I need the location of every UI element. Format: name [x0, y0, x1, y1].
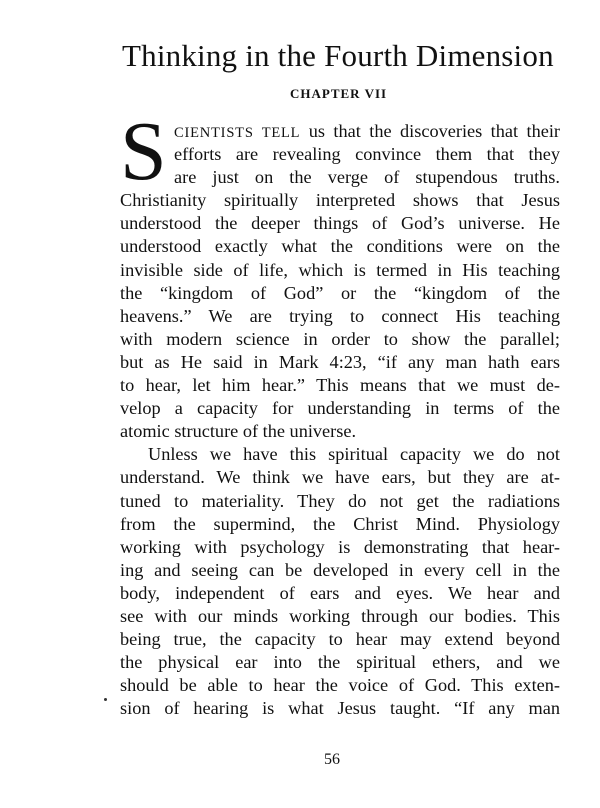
- page-number: 56: [324, 751, 340, 768]
- text-line: ing and seeing can be developed in every cell in the: [120, 559, 560, 580]
- lead-smallcaps: CIENTISTS TELL: [174, 125, 301, 141]
- page-title: Thinking in the Fourth Dimension: [122, 38, 554, 73]
- text-line: velop a capacity for understanding in terms of the: [120, 398, 560, 419]
- text-line: understood exactly what the conditions were on the: [120, 236, 560, 257]
- text-line: with modern science in order to show the parallel;: [120, 328, 560, 349]
- text-line: atomic structure of the universe.: [120, 421, 357, 442]
- text-line: but as He said in Mark 4:23, “if any man hath ears: [120, 351, 560, 372]
- margin-speck: [104, 698, 107, 701]
- text-line: the physical ear into the spiritual ethers, and we: [120, 652, 560, 673]
- text-line-content: us that the discoveries that their: [300, 121, 560, 141]
- text-line: tuned to materiality. They do not get the radiations: [120, 490, 560, 511]
- text-line: body, independent of ears and eyes. We hear and: [120, 582, 560, 603]
- text-line: are just on the verge of stupendous truths.: [174, 167, 560, 188]
- text-line: understood the deeper things of God’s universe. He: [120, 213, 560, 234]
- chapter-heading: CHAPTER VII: [290, 86, 388, 101]
- text-line: the “kingdom of God” or the “kingdom of the: [120, 282, 560, 303]
- text-line: to hear, let him hear.” This means that we must de-: [120, 375, 560, 396]
- body-text: [120, 120, 560, 720]
- drop-cap: S: [120, 105, 167, 198]
- text-line: heavens.” We are trying to connect His teaching: [120, 305, 560, 326]
- text-line: from the supermind, the Christ Mind. Physiology: [120, 513, 560, 534]
- text-line: working with psychology is demonstrating that hear-: [120, 536, 560, 557]
- text-line: Christianity spiritually interpreted shows that Jesus: [120, 190, 560, 211]
- text-line: Unless we have this spiritual capacity we do not: [148, 444, 560, 465]
- text-line: invisible side of life, which is termed in His teaching: [120, 259, 560, 280]
- text-line: [120, 120, 560, 143]
- text-line: being true, the capacity to hear may extend beyond: [120, 629, 560, 650]
- text-line: understand. We think we have ears, but they are at-: [120, 467, 560, 488]
- text-line: see with our minds working through our bodies. This: [120, 605, 560, 626]
- text-line: should be able to hear the voice of God. This exten-: [120, 675, 560, 696]
- text-line: efforts are revealing convince them that they: [174, 144, 560, 165]
- text-line: sion of hearing is what Jesus taught. “If any man: [120, 698, 560, 719]
